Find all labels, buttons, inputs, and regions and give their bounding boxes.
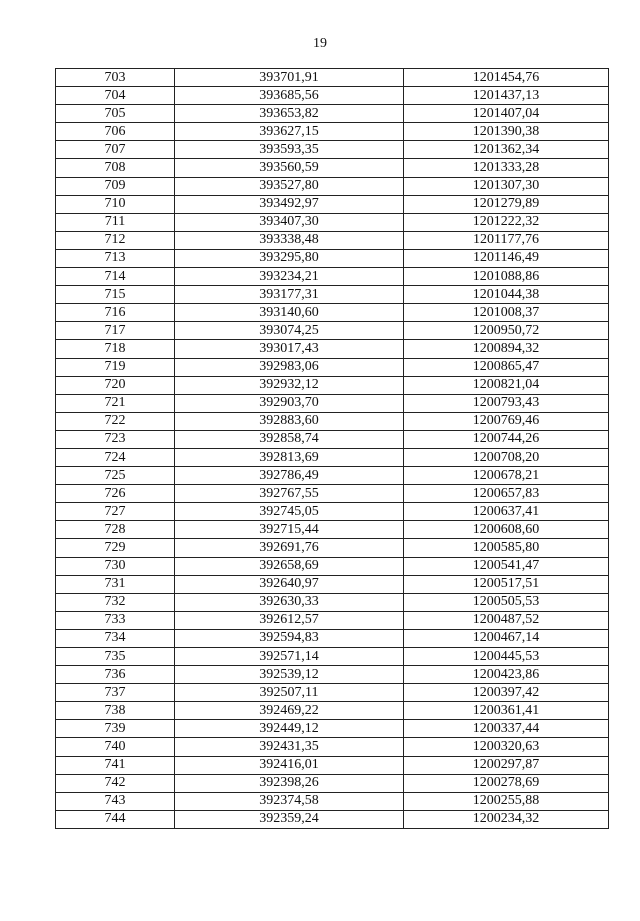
x-coordinate-cell: 392858,74: [175, 430, 404, 448]
y-coordinate-cell: 1201333,28: [404, 159, 609, 177]
y-coordinate-cell: 1200793,43: [404, 394, 609, 412]
y-coordinate-cell: 1200769,46: [404, 412, 609, 430]
table-row: [56, 231, 609, 249]
x-coordinate-cell: 392416,01: [175, 756, 404, 774]
x-coordinate-cell: 392786,49: [175, 467, 404, 485]
table-row: [56, 304, 609, 322]
x-coordinate-cell: 393593,35: [175, 141, 404, 159]
x-coordinate-cell: 393295,80: [175, 249, 404, 267]
y-coordinate-cell: 1201279,89: [404, 195, 609, 213]
table-row: [56, 213, 609, 231]
point-number-cell: 705: [56, 105, 175, 123]
point-number-cell: 712: [56, 231, 175, 249]
x-coordinate-cell: 393407,30: [175, 213, 404, 231]
point-number-cell: 703: [56, 69, 175, 87]
y-coordinate-cell: 1200234,32: [404, 810, 609, 828]
x-coordinate-cell: 393140,60: [175, 304, 404, 322]
table-row: [56, 195, 609, 213]
x-coordinate-cell: 392374,58: [175, 792, 404, 810]
y-coordinate-cell: 1200361,41: [404, 702, 609, 720]
table-row: [56, 792, 609, 810]
point-number-cell: 735: [56, 648, 175, 666]
x-coordinate-cell: 392594,83: [175, 629, 404, 647]
point-number-cell: 741: [56, 756, 175, 774]
table-row: [56, 430, 609, 448]
x-coordinate-cell: 393685,56: [175, 87, 404, 105]
point-number-cell: 728: [56, 521, 175, 539]
y-coordinate-cell: 1201222,32: [404, 213, 609, 231]
point-number-cell: 711: [56, 213, 175, 231]
point-number-cell: 710: [56, 195, 175, 213]
y-coordinate-cell: 1200678,21: [404, 467, 609, 485]
x-coordinate-cell: 392359,24: [175, 810, 404, 828]
x-coordinate-cell: 392691,76: [175, 539, 404, 557]
point-number-cell: 722: [56, 412, 175, 430]
table-row: [56, 539, 609, 557]
x-coordinate-cell: 393074,25: [175, 322, 404, 340]
point-number-cell: 732: [56, 593, 175, 611]
point-number-cell: 729: [56, 539, 175, 557]
x-coordinate-cell: 393627,15: [175, 123, 404, 141]
y-coordinate-cell: 1200505,53: [404, 593, 609, 611]
point-number-cell: 727: [56, 503, 175, 521]
page-number: 19: [313, 36, 327, 51]
point-number-cell: 707: [56, 141, 175, 159]
table-row: [56, 720, 609, 738]
x-coordinate-cell: 393492,97: [175, 195, 404, 213]
x-coordinate-cell: 393527,80: [175, 177, 404, 195]
point-number-cell: 731: [56, 575, 175, 593]
table-row: [56, 611, 609, 629]
x-coordinate-cell: 393017,43: [175, 340, 404, 358]
x-coordinate-cell: 392507,11: [175, 684, 404, 702]
point-number-cell: 724: [56, 448, 175, 466]
table-row: [56, 575, 609, 593]
x-coordinate-cell: 392903,70: [175, 394, 404, 412]
y-coordinate-cell: 1200657,83: [404, 485, 609, 503]
point-number-cell: 715: [56, 286, 175, 304]
point-number-cell: 725: [56, 467, 175, 485]
x-coordinate-cell: 392658,69: [175, 557, 404, 575]
point-number-cell: 742: [56, 774, 175, 792]
table-row: [56, 557, 609, 575]
x-coordinate-cell: 393177,31: [175, 286, 404, 304]
table-row: [56, 159, 609, 177]
x-coordinate-cell: 392539,12: [175, 666, 404, 684]
x-coordinate-cell: 392431,35: [175, 738, 404, 756]
table-row: [56, 467, 609, 485]
table-row: [56, 412, 609, 430]
point-number-cell: 723: [56, 430, 175, 448]
x-coordinate-cell: 392612,57: [175, 611, 404, 629]
table-row: [56, 87, 609, 105]
y-coordinate-cell: 1201146,49: [404, 249, 609, 267]
y-coordinate-cell: 1200585,80: [404, 539, 609, 557]
table-row: [56, 738, 609, 756]
table-row: [56, 268, 609, 286]
y-coordinate-cell: 1200467,14: [404, 629, 609, 647]
y-coordinate-cell: 1200320,63: [404, 738, 609, 756]
point-number-cell: 736: [56, 666, 175, 684]
table-row: [56, 340, 609, 358]
x-coordinate-cell: 393653,82: [175, 105, 404, 123]
y-coordinate-cell: 1200423,86: [404, 666, 609, 684]
point-number-cell: 743: [56, 792, 175, 810]
table-row: [56, 322, 609, 340]
y-coordinate-cell: 1200894,32: [404, 340, 609, 358]
table-row: [56, 448, 609, 466]
y-coordinate-cell: 1200517,51: [404, 575, 609, 593]
point-number-cell: 721: [56, 394, 175, 412]
y-coordinate-cell: 1201454,76: [404, 69, 609, 87]
table-row: [56, 521, 609, 539]
x-coordinate-cell: 393560,59: [175, 159, 404, 177]
x-coordinate-cell: 392745,05: [175, 503, 404, 521]
point-number-cell: 706: [56, 123, 175, 141]
y-coordinate-cell: 1201307,30: [404, 177, 609, 195]
point-number-cell: 738: [56, 702, 175, 720]
x-coordinate-cell: 393234,21: [175, 268, 404, 286]
point-number-cell: 733: [56, 611, 175, 629]
y-coordinate-cell: 1200397,42: [404, 684, 609, 702]
x-coordinate-cell: 392571,14: [175, 648, 404, 666]
y-coordinate-cell: 1201008,37: [404, 304, 609, 322]
y-coordinate-cell: 1200278,69: [404, 774, 609, 792]
point-number-cell: 718: [56, 340, 175, 358]
table-row: [56, 629, 609, 647]
table-row: [56, 648, 609, 666]
y-coordinate-cell: 1201437,13: [404, 87, 609, 105]
table-row: [56, 69, 609, 87]
x-coordinate-cell: 392715,44: [175, 521, 404, 539]
table-row: [56, 684, 609, 702]
x-coordinate-cell: 392469,22: [175, 702, 404, 720]
table-row: [56, 141, 609, 159]
point-number-cell: 704: [56, 87, 175, 105]
point-number-cell: 737: [56, 684, 175, 702]
table-row: [56, 593, 609, 611]
y-coordinate-cell: 1200337,44: [404, 720, 609, 738]
point-number-cell: 709: [56, 177, 175, 195]
x-coordinate-cell: 392883,60: [175, 412, 404, 430]
table-row: [56, 394, 609, 412]
y-coordinate-cell: 1200637,41: [404, 503, 609, 521]
point-number-cell: 714: [56, 268, 175, 286]
table-row: [56, 249, 609, 267]
point-number-cell: 719: [56, 358, 175, 376]
x-coordinate-cell: 392449,12: [175, 720, 404, 738]
x-coordinate-cell: 392640,97: [175, 575, 404, 593]
x-coordinate-cell: 392983,06: [175, 358, 404, 376]
y-coordinate-cell: 1201390,38: [404, 123, 609, 141]
point-number-cell: 726: [56, 485, 175, 503]
y-coordinate-cell: 1200608,60: [404, 521, 609, 539]
y-coordinate-cell: 1200487,52: [404, 611, 609, 629]
y-coordinate-cell: 1200297,87: [404, 756, 609, 774]
table-row: [56, 376, 609, 394]
table-row: [56, 123, 609, 141]
coordinates-table-body: [56, 69, 609, 829]
y-coordinate-cell: 1200255,88: [404, 792, 609, 810]
table-row: [56, 810, 609, 828]
point-number-cell: 730: [56, 557, 175, 575]
point-number-cell: 708: [56, 159, 175, 177]
y-coordinate-cell: 1200708,20: [404, 448, 609, 466]
y-coordinate-cell: 1201407,04: [404, 105, 609, 123]
x-coordinate-cell: 392398,26: [175, 774, 404, 792]
table-row: [56, 503, 609, 521]
table-row: [56, 286, 609, 304]
point-number-cell: 717: [56, 322, 175, 340]
y-coordinate-cell: 1200541,47: [404, 557, 609, 575]
point-number-cell: 739: [56, 720, 175, 738]
y-coordinate-cell: 1200950,72: [404, 322, 609, 340]
x-coordinate-cell: 392813,69: [175, 448, 404, 466]
point-number-cell: 720: [56, 376, 175, 394]
x-coordinate-cell: 392630,33: [175, 593, 404, 611]
table-row: [56, 485, 609, 503]
point-number-cell: 713: [56, 249, 175, 267]
y-coordinate-cell: 1201177,76: [404, 231, 609, 249]
point-number-cell: 716: [56, 304, 175, 322]
x-coordinate-cell: 393338,48: [175, 231, 404, 249]
point-number-cell: 744: [56, 810, 175, 828]
x-coordinate-cell: 392767,55: [175, 485, 404, 503]
x-coordinate-cell: 393701,91: [175, 69, 404, 87]
y-coordinate-cell: 1200445,53: [404, 648, 609, 666]
table-row: [56, 105, 609, 123]
y-coordinate-cell: 1200865,47: [404, 358, 609, 376]
table-row: [56, 756, 609, 774]
y-coordinate-cell: 1201044,38: [404, 286, 609, 304]
table-row: [56, 666, 609, 684]
point-number-cell: 734: [56, 629, 175, 647]
coordinates-table: [55, 68, 609, 829]
x-coordinate-cell: 392932,12: [175, 376, 404, 394]
y-coordinate-cell: 1200744,26: [404, 430, 609, 448]
table-row: [56, 702, 609, 720]
y-coordinate-cell: 1201362,34: [404, 141, 609, 159]
y-coordinate-cell: 1201088,86: [404, 268, 609, 286]
table-row: [56, 774, 609, 792]
table-row: [56, 177, 609, 195]
table-row: [56, 358, 609, 376]
point-number-cell: 740: [56, 738, 175, 756]
y-coordinate-cell: 1200821,04: [404, 376, 609, 394]
